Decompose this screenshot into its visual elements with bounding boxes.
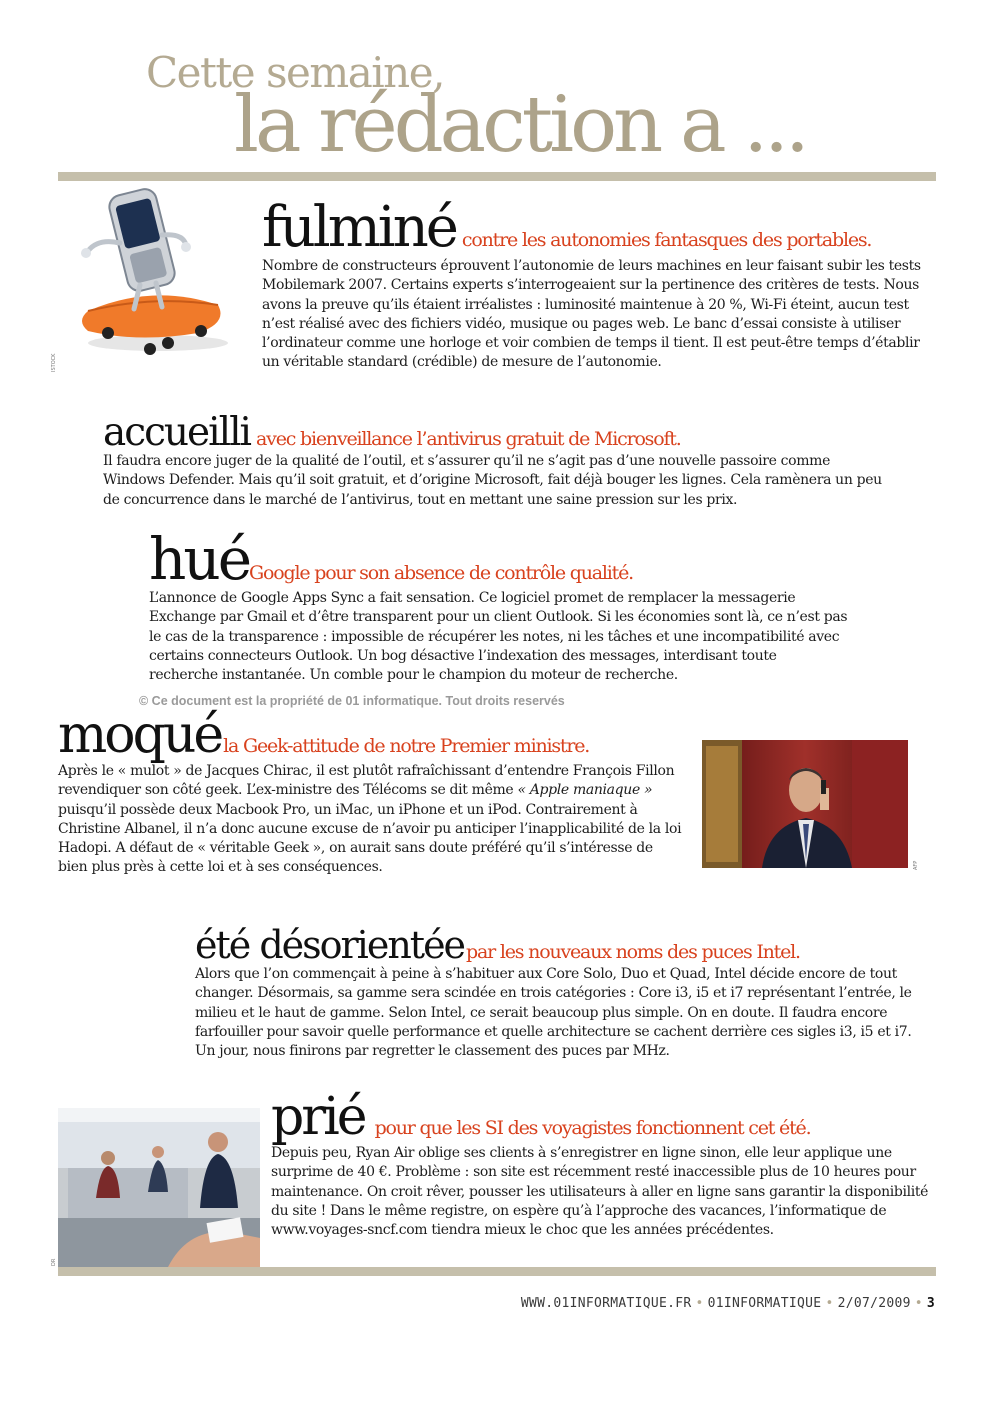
section-ete-desorientee (195, 923, 915, 1061)
section-hue (149, 525, 849, 685)
section-body: L’annonce de Google Apps Sync a fait sensation. Ce logiciel promet de remplacer la messagerie Exchange par Gmail et d’être transparent pour un client Outlook. Si les économies sont là, ce n’est pas le cas de la transparence : impossible de récupérer les notes, ni les tâches et une incompatibilité avec certains connecteurs Outlook. Un bog désactive l’indexation des messages, interdisant toute recherche instantanée. Un comble pour le champion du moteur de recherche. (149, 590, 848, 684)
photo-credit-istock: ISTOCK (51, 353, 57, 372)
section-body: Il faudra encore juger de la qualité de l’outil, et s’assurer qu’il ne s’agit pas d’une nouvelle passoire comme Windows Defender. Mais qu’il soit gratuit, et d’origine Microsoft, fait déjà bouger les lignes. Cela ramènera un peu de concurrence dans le marché de l’antivirus, tout en mettant une saine pression sur les prix. (103, 453, 882, 508)
section-verb: hué (149, 525, 250, 593)
section-heading (149, 525, 849, 593)
section-body-part: puisqu’il possède deux Macbook Pro, un iMac, un iPhone et un iPod. Contrairement à Christine Albanel, il n’a donc aucune excuse de n’avoir pu anticiper l’inapplicabilité de la loi Hadopi. A défaut de « véritable Geek », on aurait sans doute préféré qu’il s’intéresse de bien plus près à cette loi et à ses conséquences. (58, 801, 682, 876)
section-body-emphasis: « Apple maniaque » (517, 782, 653, 799)
photo-credit-afp: AFP (913, 860, 919, 870)
section-verb: été désorientée (195, 923, 465, 967)
section-body: Alors que l’on commençait à peine à s’habituer aux Core Solo, Duo et Quad, Intel décide encore de tout changer. Désormais, sa gamme sera scindée en trois catégories : Core i3, i5 et i7 représentant l’entrée, le milieu et le haut de gamme. Selon Intel, ce serait beaucoup plus simple. On en doute. Il faudra encore farfouiller pour savoir quelle performance et quelle architecture se cachent derrière ces sigles i3, i5 et i7. Un jour, nous finirons par regretter le classement des puces par MHz. (195, 966, 912, 1060)
section-body: Depuis peu, Ryan Air oblige ses clients à s’enregistrer en ligne sinon, elle leur applique une surprime de 40 €. Problème : son site est récemment resté inaccessible plus de 10 heures pour maintenance. On croit rêver, pousser les utilisateurs à aller en ligne sans garantir la disponibilité du site ! Dans le même registre, on espère qu’à l’approche des vacances, l’informatique de www.voyages-sncf.com tiendra mieux le choc que les années précédentes. (271, 1145, 929, 1239)
section-verb: fulminé (262, 195, 456, 260)
section-subtitle: contre les autonomies fantasques des portables. (461, 229, 872, 251)
section-heading (262, 195, 938, 260)
section-heading (195, 923, 915, 967)
section-subtitle: avec bienveillance l’antivirus gratuit de Microsoft. (256, 428, 681, 450)
section-subtitle: par les nouveaux noms des puces Intel. (466, 941, 800, 963)
section-subtitle: pour que les SI des voyagistes fonctionnent cet été. (374, 1117, 811, 1139)
minister-phone-photo (702, 740, 908, 868)
section-verb: moqué (58, 705, 222, 765)
phone-skateboard-illustration (58, 183, 248, 369)
section-body (58, 762, 683, 878)
section-prie (271, 1087, 939, 1240)
footer-site: WWW.01INFORMATIQUE.FR (520, 1296, 692, 1311)
footer-separator: • (914, 1296, 923, 1311)
section-verb: accueilli (103, 410, 251, 455)
section-accueilli (103, 410, 883, 510)
section-heading (58, 705, 683, 765)
section-heading (103, 410, 883, 455)
airport-checkin-photo (58, 1108, 260, 1267)
footer-separator: • (695, 1296, 704, 1311)
section-verb: prié (271, 1087, 365, 1147)
section-subtitle: Google pour son absence de contrôle qualité. (249, 562, 633, 584)
page-footer (521, 1296, 935, 1311)
page-number: 3 (926, 1296, 935, 1311)
section-body: Nombre de constructeurs éprouvent l’autonomie de leurs machines en leur faisant subir les tests Mobilemark 2007. Certains experts s’interrogeaient sur la pertinence des critères de tests. Nous avons la preuve qu’ils étaient irréalistes : luminosité maintenue à 20 %, Wi-Fi éteint, aucun test n’est réalisé avec des fichiers vidéo, musique ou pages web. Le banc d’essai consiste à utiliser l’ordinateur comme une horloge et voir combien de temps il tient. Il est peut-être temps d’établir un véritable standard (crédible) de mesure de l’autonomie. (262, 258, 921, 371)
section-moque (58, 705, 683, 878)
header-line-2: la rédaction a ... (234, 80, 806, 170)
footer-magazine: 01INFORMATIQUE (707, 1296, 822, 1311)
section-body-part: Après le « mulot » de Jacques Chirac, il est plutôt rafraîchissant d’entendre François Fillon revendiquer son côté geek. L’ex-ministre des Télécoms se dit même (58, 763, 675, 799)
bottom-divider (58, 1267, 936, 1276)
section-fulmine (262, 195, 938, 373)
header-line-1: Cette semaine, (146, 48, 444, 97)
section-subtitle: la Geek-attitude de notre Premier ministre. (223, 735, 590, 757)
top-divider (58, 172, 936, 181)
photo-credit-dr: DR (51, 1258, 57, 1266)
footer-separator: • (825, 1296, 834, 1311)
footer-date: 2/07/2009 (837, 1296, 911, 1311)
copyright-notice: © Ce document est la propriété de 01 informatique. Tout droits reservés (139, 694, 565, 708)
section-heading (271, 1087, 939, 1147)
